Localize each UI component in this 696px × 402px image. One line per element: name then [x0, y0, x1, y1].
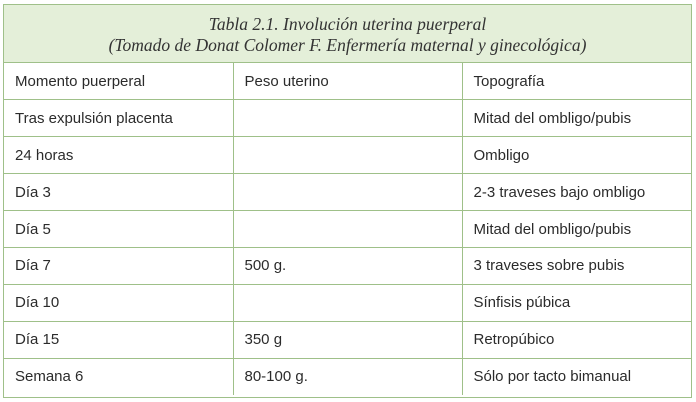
table-caption [4, 5, 691, 63]
cell-topografia: Sólo por tacto bimanual [462, 358, 691, 395]
cell-momento: Semana 6 [4, 358, 233, 395]
table-row [4, 247, 691, 284]
table-row [4, 321, 691, 358]
header-topografia: Topografía [462, 63, 691, 100]
cell-momento: Tras expulsión placenta [4, 100, 233, 137]
cell-peso [233, 284, 462, 321]
cell-topografia: Mitad del ombligo/pubis [462, 100, 691, 137]
cell-momento: Día 7 [4, 247, 233, 284]
table-row [4, 100, 691, 137]
cell-momento: Día 3 [4, 174, 233, 211]
cell-topografia: Retropúbico [462, 321, 691, 358]
cell-peso [233, 211, 462, 248]
table-title: Tabla 2.1. Involución uterina puerperal [208, 14, 487, 34]
cell-peso [233, 100, 462, 137]
cell-peso [233, 174, 462, 211]
cell-topografia: Mitad del ombligo/pubis [462, 211, 691, 248]
cell-peso: 500 g. [233, 247, 462, 284]
cell-momento: Día 15 [4, 321, 233, 358]
table-row [4, 137, 691, 174]
cell-momento: Día 5 [4, 211, 233, 248]
header-row [4, 63, 691, 100]
cell-peso: 350 g [233, 321, 462, 358]
cell-topografia: Ombligo [462, 137, 691, 174]
data-table [4, 63, 691, 395]
table-source: (Tomado de Donat Colomer F. Enfermería maternal y ginecológica) [108, 35, 587, 55]
header-peso: Peso uterino [233, 63, 462, 100]
cell-topografia: 3 traveses sobre pubis [462, 247, 691, 284]
cell-momento: 24 horas [4, 137, 233, 174]
uterine-involution-table [3, 4, 692, 398]
cell-topografia: Sínfisis púbica [462, 284, 691, 321]
cell-peso: 80-100 g. [233, 358, 462, 395]
table-row [4, 284, 691, 321]
header-momento: Momento puerperal [4, 63, 233, 100]
cell-topografia: 2-3 traveses bajo ombligo [462, 174, 691, 211]
table-row [4, 174, 691, 211]
cell-momento: Día 10 [4, 284, 233, 321]
table-row [4, 211, 691, 248]
table-row [4, 358, 691, 395]
cell-peso [233, 137, 462, 174]
